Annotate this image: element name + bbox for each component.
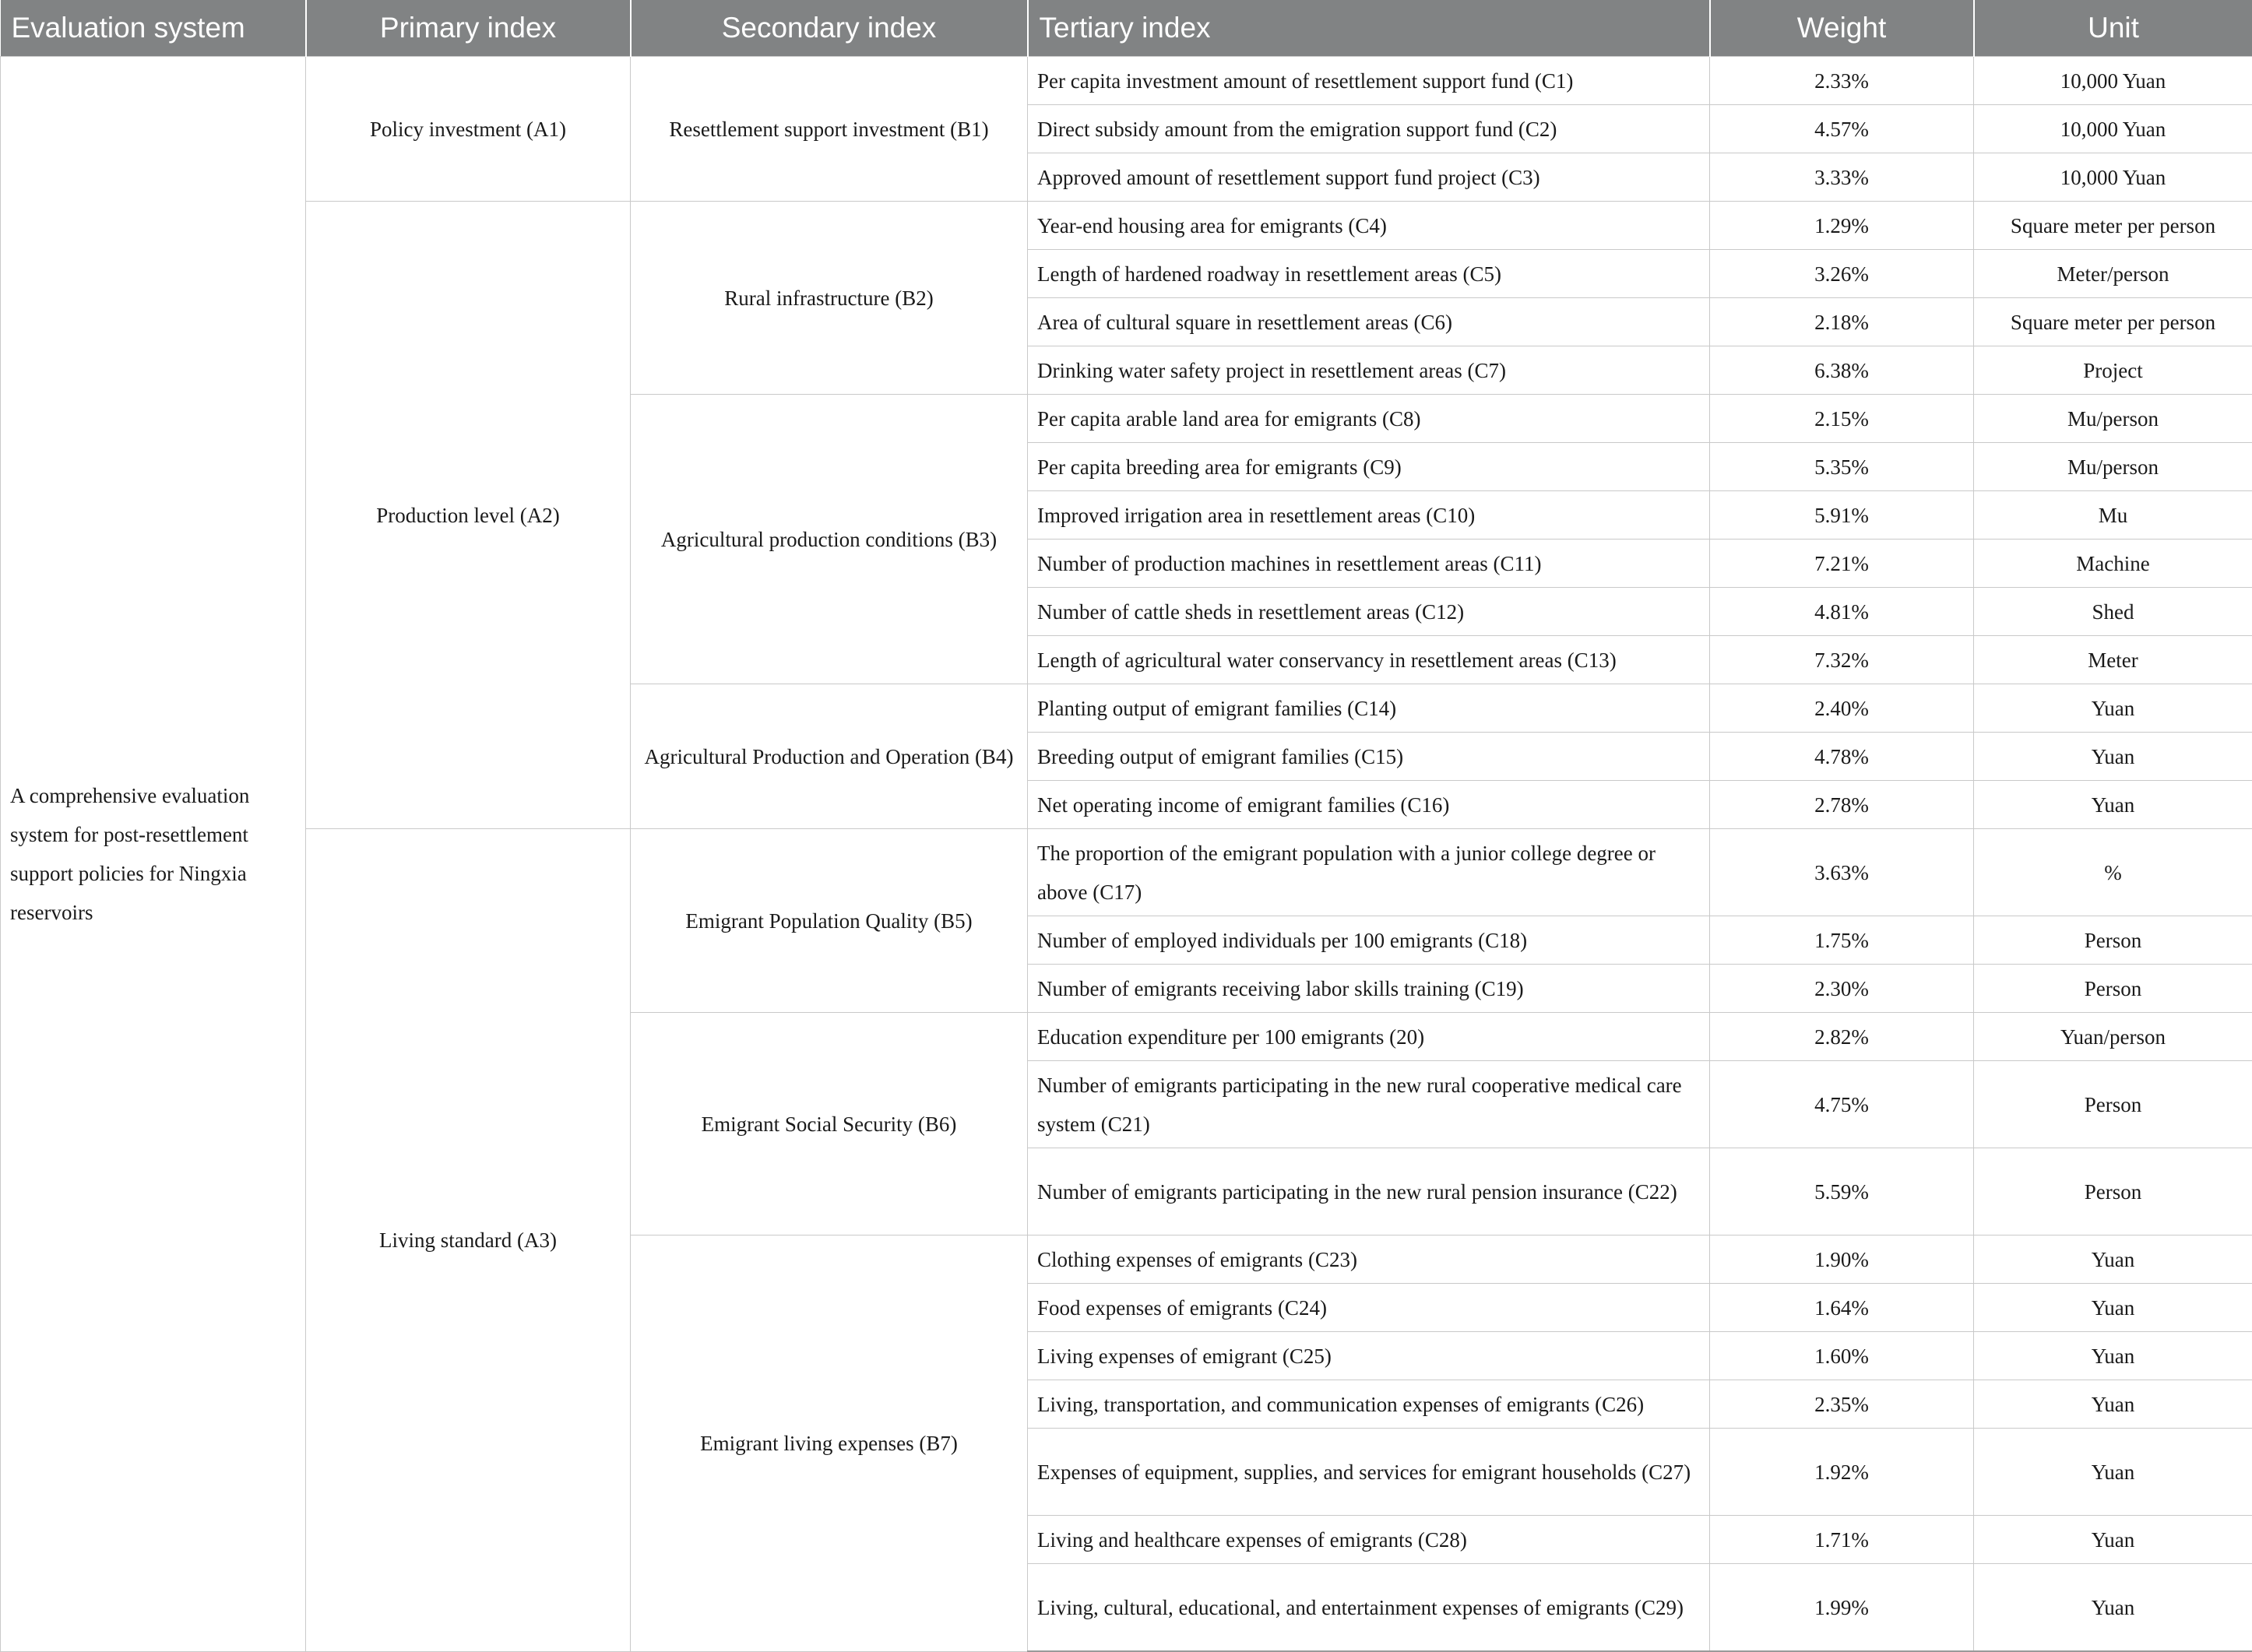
weight-cell: 1.99% [1710,1564,1974,1652]
weight-cell: 3.63% [1710,829,1974,916]
unit-cell: Shed [1974,588,2252,636]
table-row [1,829,2252,916]
tertiary-index-cell: Length of hardened roadway in resettlement areas (C5) [1028,250,1710,298]
tertiary-index-cell: Number of cattle sheds in resettlement areas (C12) [1028,588,1710,636]
tertiary-index-cell: The proportion of the emigrant population with a junior college degree or above (C17) [1028,829,1710,916]
tertiary-index-cell: Area of cultural square in resettlement areas (C6) [1028,298,1710,346]
header-unit: Unit [1974,0,2252,57]
tertiary-index-cell: Net operating income of emigrant families (C16) [1028,781,1710,829]
weight-cell: 2.18% [1710,298,1974,346]
weight-cell: 2.15% [1710,395,1974,443]
tertiary-index-cell: Approved amount of resettlement support fund project (C3) [1028,153,1710,202]
tertiary-index-cell: Planting output of emigrant families (C14) [1028,684,1710,733]
unit-cell: Yuan/person [1974,1013,2252,1061]
weight-cell: 1.90% [1710,1235,1974,1284]
weight-cell: 4.75% [1710,1061,1974,1148]
tertiary-index-cell: Breeding output of emigrant families (C15) [1028,733,1710,781]
tertiary-index-cell: Living and healthcare expenses of emigrants (C28) [1028,1516,1710,1564]
unit-cell: Mu/person [1974,443,2252,491]
weight-cell: 6.38% [1710,346,1974,395]
tertiary-index-cell: Drinking water safety project in resettlement areas (C7) [1028,346,1710,395]
tertiary-index-cell: Number of production machines in resettlement areas (C11) [1028,540,1710,588]
tertiary-index-cell: Expenses of equipment, supplies, and services for emigrant households (C27) [1028,1429,1710,1516]
weight-cell: 4.81% [1710,588,1974,636]
weight-cell: 4.78% [1710,733,1974,781]
unit-cell: Machine [1974,540,2252,588]
secondary-index-cell: Emigrant Population Quality (B5) [631,829,1028,1013]
primary-index-cell: Living standard (A3) [306,829,631,1652]
tertiary-index-cell: Number of emigrants participating in the new rural pension insurance (C22) [1028,1148,1710,1235]
header-secondary-index: Secondary index [631,0,1028,57]
evaluation-system-cell: A comprehensive evaluation system for post-resettlement support policies for Ningxia reservoirs [1,57,306,1652]
unit-cell: 10,000 Yuan [1974,105,2252,153]
unit-cell: Meter/person [1974,250,2252,298]
weight-cell: 3.33% [1710,153,1974,202]
tertiary-index-cell: Per capita breeding area for emigrants (C9) [1028,443,1710,491]
unit-cell: Yuan [1974,1429,2252,1516]
tertiary-index-cell: Clothing expenses of emigrants (C23) [1028,1235,1710,1284]
secondary-index-cell: Emigrant Social Security (B6) [631,1013,1028,1235]
unit-cell: Yuan [1974,684,2252,733]
header-tertiary-index: Tertiary index [1028,0,1710,57]
unit-cell: Yuan [1974,1516,2252,1564]
weight-cell: 2.33% [1710,57,1974,105]
table-row [1,57,2252,105]
primary-index-cell: Policy investment (A1) [306,57,631,202]
weight-cell: 1.64% [1710,1284,1974,1332]
weight-cell: 4.57% [1710,105,1974,153]
weight-cell: 2.35% [1710,1380,1974,1429]
unit-cell: Yuan [1974,1332,2252,1380]
primary-index-cell: Production level (A2) [306,202,631,829]
unit-cell: Mu/person [1974,395,2252,443]
unit-cell: Yuan [1974,1564,2252,1652]
weight-cell: 7.21% [1710,540,1974,588]
unit-cell: Square meter per person [1974,298,2252,346]
unit-cell: Yuan [1974,781,2252,829]
tertiary-index-cell: Number of emigrants participating in the new rural cooperative medical care system (C21) [1028,1061,1710,1148]
unit-cell: Person [1974,965,2252,1013]
secondary-index-cell: Rural infrastructure (B2) [631,202,1028,395]
tertiary-index-cell: Improved irrigation area in resettlement areas (C10) [1028,491,1710,540]
tertiary-index-cell: Living, transportation, and communication expenses of emigrants (C26) [1028,1380,1710,1429]
unit-cell: 10,000 Yuan [1974,153,2252,202]
weight-cell: 1.92% [1710,1429,1974,1516]
unit-cell: 10,000 Yuan [1974,57,2252,105]
weight-cell: 2.40% [1710,684,1974,733]
unit-cell: Project [1974,346,2252,395]
tertiary-index-cell: Number of emigrants receiving labor skills training (C19) [1028,965,1710,1013]
weight-cell: 1.71% [1710,1516,1974,1564]
tertiary-index-cell: Food expenses of emigrants (C24) [1028,1284,1710,1332]
header-primary-index: Primary index [306,0,631,57]
table-header-row [1,0,2252,57]
secondary-index-cell: Emigrant living expenses (B7) [631,1235,1028,1652]
unit-cell: Yuan [1974,1235,2252,1284]
tertiary-index-cell: Living, cultural, educational, and entertainment expenses of emigrants (C29) [1028,1564,1710,1652]
tertiary-index-cell: Living expenses of emigrant (C25) [1028,1332,1710,1380]
weight-cell: 3.26% [1710,250,1974,298]
weight-cell: 1.29% [1710,202,1974,250]
weight-cell: 5.35% [1710,443,1974,491]
weight-cell: 2.30% [1710,965,1974,1013]
table-row [1,202,2252,250]
unit-cell: Square meter per person [1974,202,2252,250]
tertiary-index-cell: Per capita arable land area for emigrants (C8) [1028,395,1710,443]
weight-cell: 5.59% [1710,1148,1974,1235]
unit-cell: Person [1974,1061,2252,1148]
unit-cell: Yuan [1974,733,2252,781]
weight-cell: 1.75% [1710,916,1974,965]
weight-cell: 7.32% [1710,636,1974,684]
unit-cell: Person [1974,1148,2252,1235]
header-weight: Weight [1710,0,1974,57]
unit-cell: Yuan [1974,1284,2252,1332]
unit-cell: Yuan [1974,1380,2252,1429]
unit-cell: % [1974,829,2252,916]
weight-cell: 5.91% [1710,491,1974,540]
secondary-index-cell: Agricultural production conditions (B3) [631,395,1028,684]
tertiary-index-cell: Length of agricultural water conservancy in resettlement areas (C13) [1028,636,1710,684]
tertiary-index-cell: Year-end housing area for emigrants (C4) [1028,202,1710,250]
secondary-index-cell: Agricultural Production and Operation (B4) [631,684,1028,829]
unit-cell: Meter [1974,636,2252,684]
tertiary-index-cell: Per capita investment amount of resettlement support fund (C1) [1028,57,1710,105]
secondary-index-cell: Resettlement support investment (B1) [631,57,1028,202]
tertiary-index-cell: Number of employed individuals per 100 emigrants (C18) [1028,916,1710,965]
unit-cell: Person [1974,916,2252,965]
tertiary-index-cell: Direct subsidy amount from the emigration support fund (C2) [1028,105,1710,153]
weight-cell: 2.78% [1710,781,1974,829]
unit-cell: Mu [1974,491,2252,540]
weight-cell: 2.82% [1710,1013,1974,1061]
weight-cell: 1.60% [1710,1332,1974,1380]
header-evaluation-system: Evaluation system [1,0,306,57]
tertiary-index-cell: Education expenditure per 100 emigrants (20) [1028,1013,1710,1061]
